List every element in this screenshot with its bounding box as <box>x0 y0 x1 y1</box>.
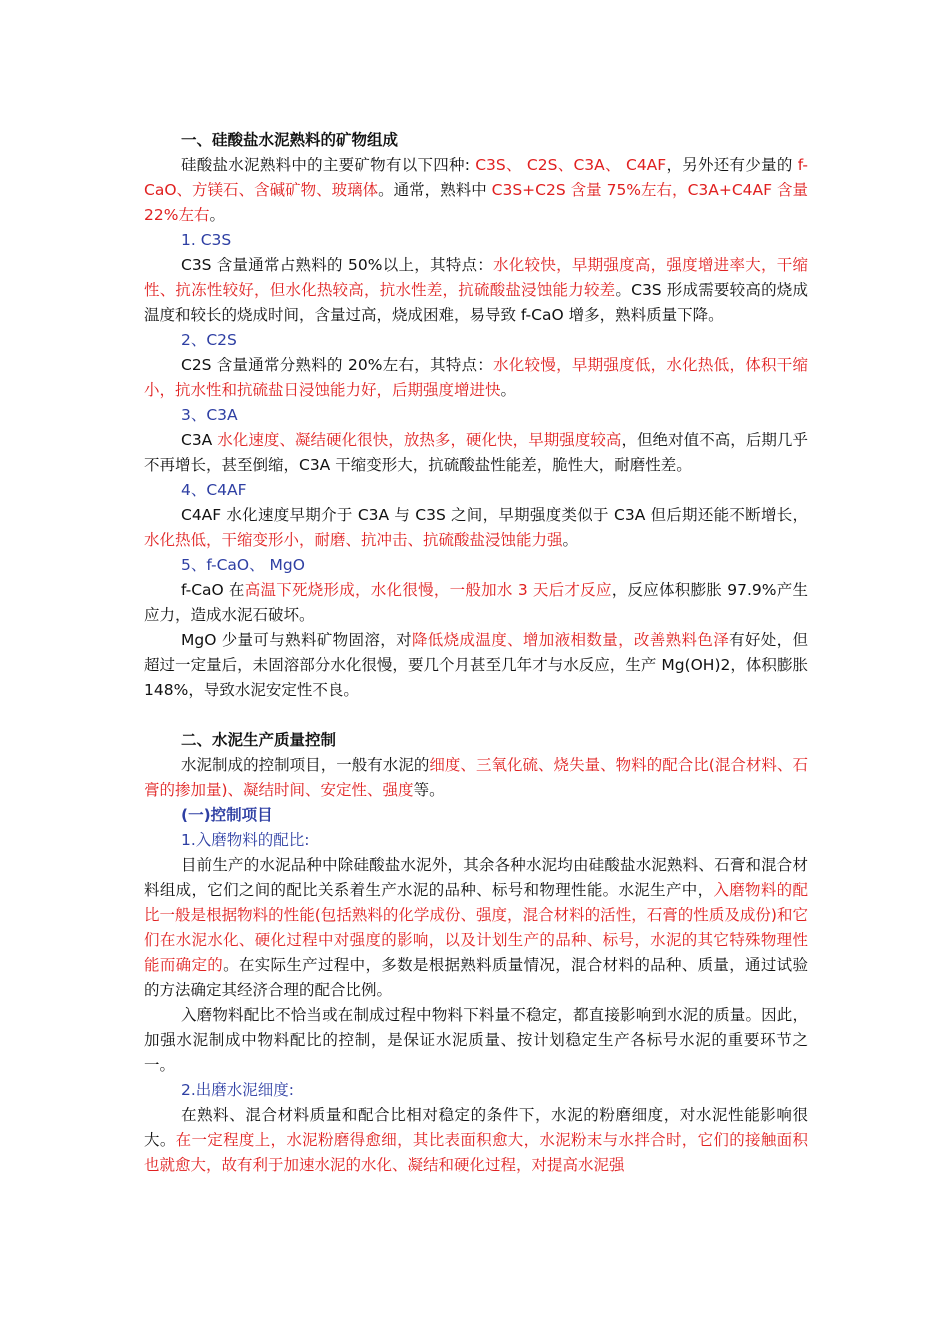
fcao-paragraph: f-CaO 在高温下死烧形成，水化很慢，一般加水 3 天后才反应，反应体积膨胀 97.9%产生应力，造成水泥石破坏。 <box>144 581 809 624</box>
c4af-paragraph: C4AF 水化速度早期介于 C3A 与 C3S 之间，早期强度类似于 C3A 但后期还能不断增长，水化热低，干缩变形小，耐磨、抗冲击、抗硫酸盐浸蚀能力强。 <box>144 506 808 549</box>
c3a-paragraph: C3A 水化速度、凝结硬化很快，放热多，硬化快，早期强度较高，但绝对值不高，后期几乎不再增长，甚至倒缩，C3A 干缩变形大，抗硫酸盐性能差，脆性大，耐磨性差。 <box>144 431 808 474</box>
item-2-paragraph: 在熟料、混合材料质量和配合比相对稳定的条件下，水泥的粉磨细度，对水泥性能影响很大。在一定程度上，水泥粉磨得愈细，其比表面积愈大，水泥粉末与水拌合时，它们的接触面积也就愈大，故有利于加速水泥的水化、凝结和硬化过程，对提高水泥强 <box>144 1106 808 1174</box>
c3a-heading: 3、C3A <box>181 406 238 424</box>
mgo-paragraph: MgO 少量可与熟料矿物固溶，对降低烧成温度、增加液相数量，改善熟料色泽有好处，但超过一定量后，未固溶部分水化很慢，要几个月甚至几年才与水反应，生产 Mg(OH)2，体积膨胀 148%，导致水泥安定性不良。 <box>144 631 808 699</box>
section-1-intro: 硅酸盐水泥熟料中的主要矿物有以下四种: C3S、 C2S、C3A、 C4AF，另外还有少量的 f-CaO、方镁石、含碱矿物、玻璃体。通常，熟料中 C3S+C2S 含量 75%左右，C3A+C4AF 含量 22%左右。 <box>144 156 808 224</box>
c4af-heading: 4、C4AF <box>181 481 247 499</box>
item-1-paragraph-1: 目前生产的水泥品种中除硅酸盐水泥外，其余各种水泥均由硅酸盐水泥熟料、石膏和混合材料组成，它们之间的配比关系着生产水泥的品种、标号和物理性能。水泥生产中，入磨物料的配比一般是根据物料的性能(包括熟料的化学成份、强度，混合材料的活性，石膏的性质及成份)和它们在水泥水化、硬化过程中对强度的影响，以及计划生产的品种、标号，水泥的其它特殊物理性能而确定的。在实际生产过程中，多数是根据熟料质量情况，混合材料的品种、质量，通过试验的方法确定其经济合理的配合比例。 <box>144 856 808 999</box>
section-1-heading: 一、硅酸盐水泥熟料的矿物组成 <box>181 131 399 149</box>
document-page <box>144 128 808 1178</box>
fcao-mgo-heading: 5、f-CaO、 MgO <box>181 556 305 574</box>
section-gap <box>144 703 808 728</box>
section-2-heading: 二、水泥生产质量控制 <box>181 731 337 749</box>
section-2-intro: 水泥制成的控制项目，一般有水泥的细度、三氧化硫、烧失量、物料的配合比(混合材料、石膏的掺加量)、凝结时间、安定性、强度等。 <box>144 756 808 799</box>
c2s-paragraph: C2S 含量通常分熟料的 20%左右，其特点：水化较慢，早期强度低，水化热低，体积干缩小，抗水性和抗硫盐日浸蚀能力好，后期强度增进快。 <box>144 356 808 399</box>
item-1-heading: 1.入磨物料的配比: <box>181 831 310 849</box>
item-2-heading: 2.出磨水泥细度: <box>181 1081 295 1099</box>
c3s-heading: 1. C3S <box>181 231 232 249</box>
control-items-heading: (一)控制项目 <box>181 806 273 824</box>
item-1-paragraph-2: 入磨物料配比不恰当或在制成过程中物料下料量不稳定，都直接影响到水泥的质量。因此，加强水泥制成中物料配比的控制，是保证水泥质量、按计划稳定生产各标号水泥的重要环节之一。 <box>144 1006 808 1074</box>
c3s-paragraph: C3S 含量通常占熟料的 50%以上，其特点：水化较快，早期强度高，强度增进率大，干缩性、抗冻性较好，但水化热较高，抗水性差，抗硫酸盐浸蚀能力较差。C3S 形成需要较高的烧成温度和较长的烧成时间，含量过高，烧成困难，易导致 f-CaO 增多，熟料质量下降。 <box>144 256 808 324</box>
c2s-heading: 2、C2S <box>181 331 237 349</box>
